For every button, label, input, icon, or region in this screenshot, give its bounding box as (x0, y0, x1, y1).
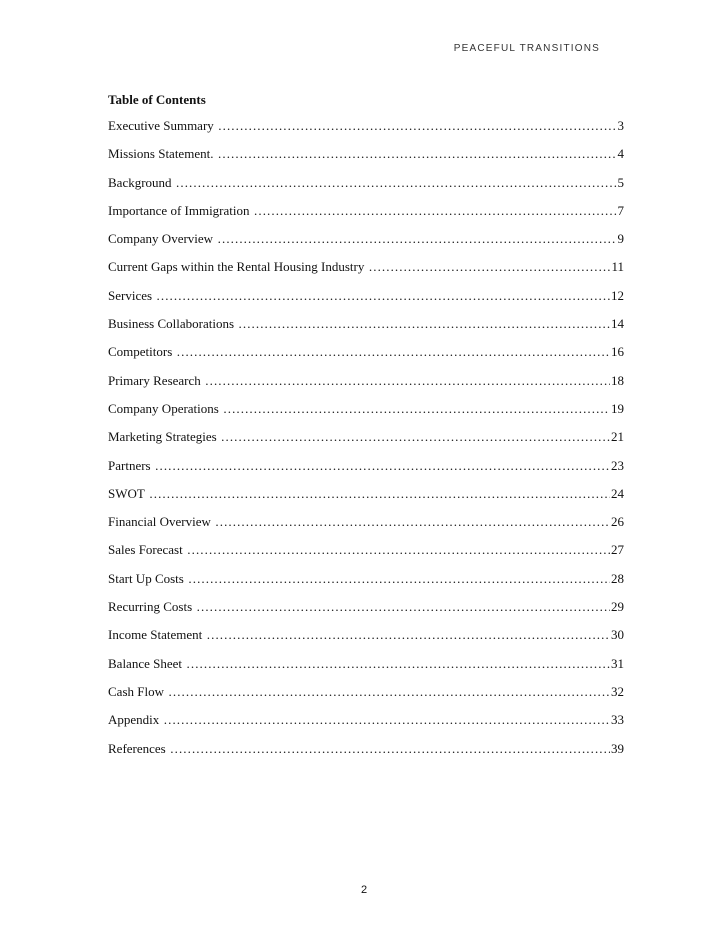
toc-entry-page-number: 3 (617, 118, 624, 133)
toc-entry-label: SWOT (108, 485, 145, 501)
toc-dot-leader (368, 259, 610, 275)
toc-entry-label: Importance of Immigration (108, 202, 250, 218)
toc-entry[interactable] (108, 542, 624, 570)
toc-dot-leader (187, 542, 610, 558)
toc-entry-label: Services (108, 287, 153, 303)
toc-entry-page-number: 4 (617, 146, 624, 162)
toc-entry[interactable] (108, 514, 624, 542)
toc-entry-label: Partners (108, 457, 151, 473)
toc-entry-page-number: 28 (611, 570, 624, 586)
toc-dot-leader (221, 429, 610, 445)
toc-dot-leader (188, 571, 610, 587)
table-of-contents (108, 92, 624, 769)
toc-dot-leader (223, 401, 610, 417)
toc-entry[interactable] (108, 373, 624, 401)
toc-entry[interactable] (108, 316, 624, 344)
toc-entry-page-number: 39 (611, 740, 624, 756)
toc-entry-label: Cash Flow (108, 683, 164, 699)
toc-entry-label: Company Operations (108, 400, 219, 416)
toc-dot-leader (176, 175, 617, 191)
toc-entry-page-number: 31 (611, 655, 624, 671)
toc-dot-leader (215, 514, 610, 530)
toc-entry-label: Balance Sheet (108, 655, 182, 671)
toc-entry-page-number: 29 (611, 599, 624, 615)
toc-entry-label: Financial Overview (108, 514, 211, 530)
toc-entry-label: Appendix (108, 712, 160, 728)
running-header: PEACEFUL TRANSITIONS (453, 43, 600, 54)
toc-entry-label: Competitors (108, 344, 173, 360)
toc-entry[interactable] (108, 203, 624, 231)
toc-entry[interactable] (108, 458, 624, 486)
toc-dot-leader (217, 231, 616, 247)
toc-entry[interactable] (108, 175, 624, 203)
toc-entry[interactable] (108, 741, 624, 769)
toc-entry-page-number: 11 (611, 259, 624, 275)
toc-dot-leader (206, 627, 610, 643)
toc-entry-page-number: 23 (611, 457, 624, 473)
toc-entry-label: Recurring Costs (108, 599, 193, 615)
toc-entry-label: Marketing Strategies (108, 429, 217, 445)
toc-dot-leader (149, 486, 610, 502)
toc-entry[interactable] (108, 259, 624, 287)
toc-entry-label: References (108, 740, 166, 756)
toc-dot-leader (196, 599, 610, 615)
toc-dot-leader (217, 146, 616, 162)
toc-entry-label: Missions Statement. (108, 146, 214, 162)
toc-entry-page-number: 19 (611, 400, 624, 416)
toc-dot-leader (163, 712, 610, 728)
toc-entry-page-number: 26 (611, 514, 624, 530)
toc-entry-page-number: 14 (611, 316, 624, 332)
toc-entry-page-number: 27 (611, 542, 624, 558)
toc-entry[interactable] (108, 684, 624, 712)
toc-dot-leader (156, 288, 610, 304)
toc-entry[interactable] (108, 344, 624, 372)
toc-entry[interactable] (108, 429, 624, 457)
toc-entry[interactable] (108, 571, 624, 599)
toc-dot-leader (176, 344, 610, 360)
toc-dot-leader (155, 458, 610, 474)
toc-entry[interactable] (108, 712, 624, 740)
toc-entry-page-number: 30 (611, 627, 624, 643)
toc-entry-page-number: 18 (611, 372, 624, 388)
toc-dot-leader (170, 741, 610, 757)
toc-list (108, 118, 624, 769)
toc-entry-page-number: 12 (611, 287, 624, 303)
toc-entry[interactable] (108, 656, 624, 684)
toc-entry-page-number: 21 (611, 429, 624, 445)
toc-entry[interactable] (108, 231, 624, 259)
toc-dot-leader (254, 203, 617, 219)
toc-entry-label: Income Statement (108, 627, 203, 643)
toc-dot-leader (186, 656, 610, 672)
toc-entry-page-number: 33 (611, 712, 624, 728)
toc-dot-leader (238, 316, 610, 332)
toc-entry-label: Sales Forecast (108, 542, 183, 558)
toc-entry[interactable] (108, 599, 624, 627)
toc-entry-label: Executive Summary (108, 118, 214, 133)
toc-entry[interactable] (108, 118, 624, 146)
toc-title: Table of Contents (108, 92, 206, 107)
toc-dot-leader (205, 373, 610, 389)
toc-entry-page-number: 32 (611, 683, 624, 699)
toc-entry[interactable] (108, 288, 624, 316)
toc-entry-label: Business Collaborations (108, 316, 235, 332)
page-number: 2 (360, 884, 368, 896)
toc-entry-label: Background (108, 174, 172, 190)
toc-entry-label: Company Overview (108, 231, 214, 247)
toc-entry-page-number: 9 (617, 231, 624, 247)
toc-entry[interactable] (108, 486, 624, 514)
toc-entry-label: Current Gaps within the Rental Housing Industry (108, 259, 365, 275)
toc-entry-label: Start Up Costs (108, 570, 184, 586)
toc-dot-leader (168, 684, 610, 700)
toc-dot-leader (218, 118, 617, 134)
toc-entry-page-number: 16 (611, 344, 624, 360)
toc-entry-label: Primary Research (108, 372, 201, 388)
toc-entry-page-number: 24 (611, 485, 624, 501)
toc-entry[interactable] (108, 627, 624, 655)
toc-entry-page-number: 7 (617, 202, 624, 218)
toc-entry[interactable] (108, 401, 624, 429)
toc-entry[interactable] (108, 146, 624, 174)
toc-entry-page-number: 5 (617, 174, 624, 190)
